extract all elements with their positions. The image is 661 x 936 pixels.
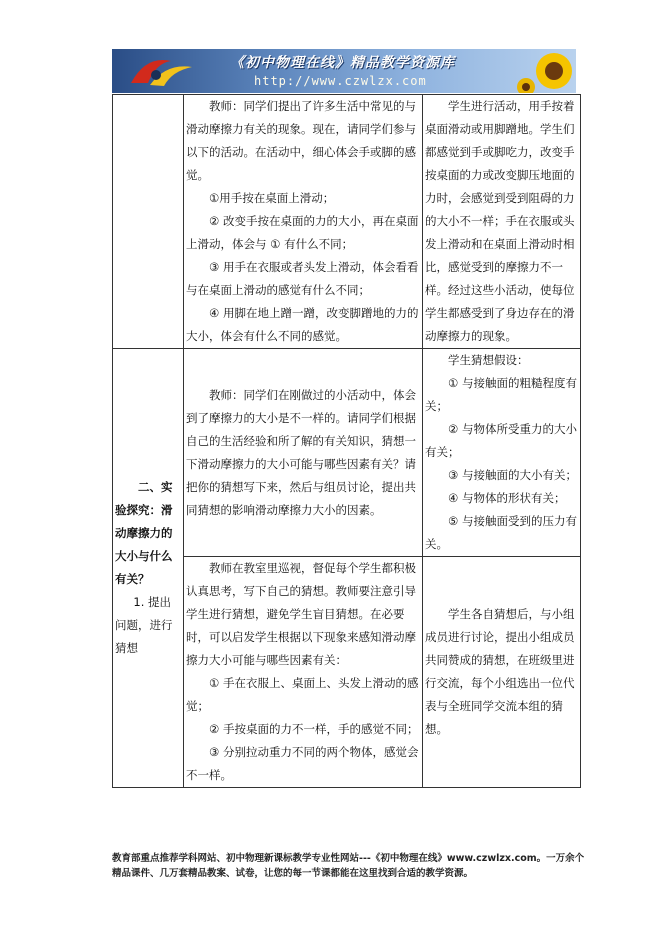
teacher-item: ② 改变手按在桌面的力的大小，再在桌面上滑动，体会与 ① 有什么不同； (186, 214, 419, 251)
teacher-text: 教师在教室里巡视，督促每个学生都积极认真思考，写下自己的猜想。教师要注意引导学生进行猜想，避免学生盲目猜想。在必要时，可以启发学生根据以下现象来感知滑动摩擦力大小可能与哪些因素有关： (186, 561, 416, 667)
teacher-cell (184, 557, 423, 788)
student-item: ⑤ 与接触面受到的压力有关。 (425, 514, 577, 551)
student-text: 学生猜想假设： (448, 353, 529, 367)
logo-swirl-icon (126, 53, 196, 89)
teacher-cell (184, 95, 423, 349)
student-text: 学生各自猜想后，与小组成员进行讨论，提出小组成员共同赞成的猜想，在班级里进行交流，每个小组选出一位代表与全班同学交流本组的猜想。 (425, 607, 575, 736)
teacher-cell (184, 349, 423, 557)
student-cell (423, 95, 581, 349)
lesson-table (112, 94, 581, 788)
teacher-item: ③ 用手在衣服或者头发上滑动，体会看看与在桌面上滑动的感觉有什么不同； (186, 260, 419, 297)
teacher-item: ④ 用脚在地上蹭一蹭，改变脚蹭地的力的大小，体会有什么不同的感觉。 (186, 306, 419, 343)
table-row (113, 95, 581, 349)
student-text: 学生进行活动，用手按着桌面滑动或用脚蹭地。学生们都感觉到手或脚吃力，改变手按桌面的力或改变脚压地面的力时，会感觉到受到阻碍的力的大小不一样；手在衣服或头发上滑动和在桌面上滑动时相比，感觉受到的摩擦力不一样。经过这些小活动，使每位学生都感受到了身边存在的滑动摩擦力的现象。 (425, 99, 575, 343)
header-banner (112, 49, 576, 93)
banner-title: 《初中物理在线》精品教学资源库 (230, 55, 455, 71)
teacher-item: ① 手在衣服上、桌面上、头发上滑动的感觉； (186, 676, 419, 713)
teacher-text: 教师：同学们提出了许多生活中常见的与滑动摩擦力有关的现象。现在，请同学们参与以下的活动。在活动中，细心体会手或脚的感觉。 (186, 99, 416, 182)
sunflower-icon (516, 49, 576, 93)
section-cell-empty (113, 95, 184, 349)
section-subheading: 1. 提出问题，进行猜想 (115, 595, 173, 655)
banner-url[interactable]: http://www.czwlzx.com (254, 74, 427, 88)
student-item: ④ 与物体的形状有关； (448, 491, 566, 505)
teacher-item: ③ 分别拉动重力不同的两个物体，感觉会不一样。 (186, 745, 419, 782)
section-heading: 二、实验探究：滑动摩擦力的大小与什么有关？ (115, 480, 173, 586)
page-footer: 教育部重点推荐学科网站、初中物理新课标教学专业性网站---《初中物理在线》www.czwlzx.com。一万余个精品课件、几万套精品教案、试卷，让您的每一节课都能在这里找到合适的教学资源。 (112, 853, 585, 879)
teacher-item: ② 手按桌面的力不一样，手的感觉不同； (209, 722, 419, 736)
table-row (113, 349, 581, 557)
student-cell (423, 557, 581, 788)
teacher-item: ①用手按在桌面上滑动； (209, 191, 335, 205)
table-row (113, 557, 581, 788)
student-item: ② 与物体所受重力的大小有关； (425, 422, 577, 459)
student-item: ① 与接触面的粗糙程度有关； (425, 376, 577, 413)
student-cell (423, 349, 581, 557)
teacher-text: 教师：同学们在刚做过的小活动中，体会到了摩擦力的大小是不一样的。请同学们根据自己的生活经验和所了解的有关知识，猜想一下滑动摩擦力的大小可能与哪些因素有关？请把你的猜想写下来，然后与组员讨论，提出共同猜想的影响滑动摩擦力大小的因素。 (186, 387, 416, 517)
section-cell (113, 349, 184, 788)
student-item: ③ 与接触面的大小有关； (448, 468, 577, 482)
